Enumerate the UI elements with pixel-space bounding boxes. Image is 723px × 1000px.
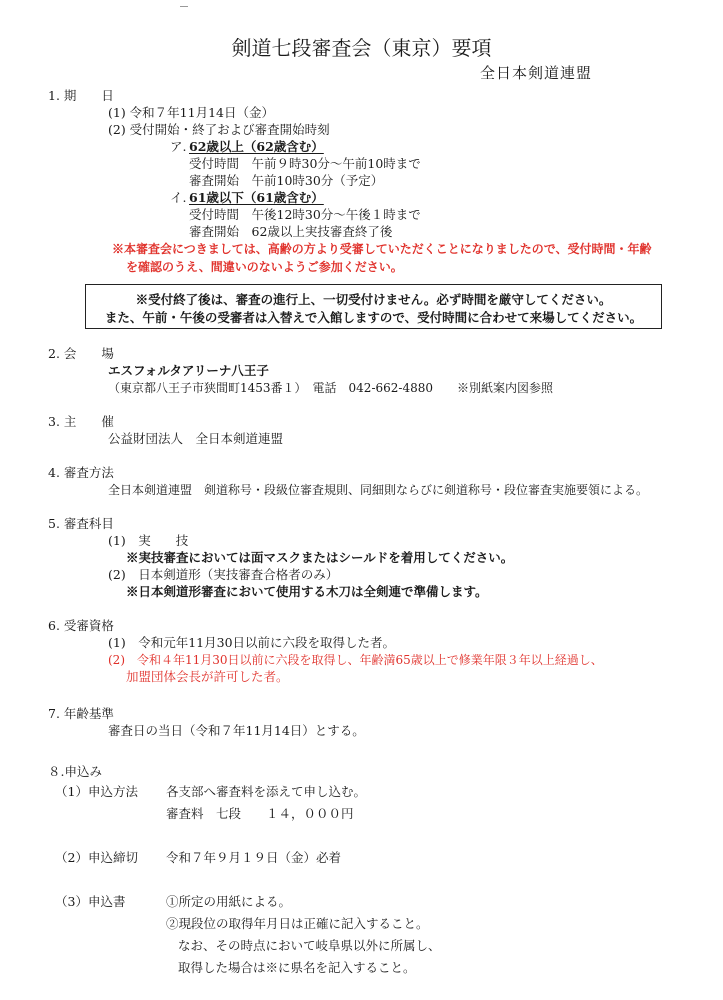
deadline-label: （2）申込締切 bbox=[55, 850, 138, 865]
group-a-title: 62歳以上（62歳含む） bbox=[189, 139, 324, 154]
eligibility-2-line2: 加盟団体会長が許可した者。 bbox=[126, 669, 289, 684]
notice-red-line2: を確認のうえ、間違いのないようご参加ください。 bbox=[126, 260, 403, 274]
examination-fee: 審査料 七段 １４，０００円 bbox=[166, 806, 354, 821]
practical-mask-note: ※実技審査においては面マスクまたはシールドを着用してください。 bbox=[126, 550, 514, 565]
notice-red-line1: ※本審査会につきましては、高齢の方より受審していただくことになりましたので、受付時間・年齢 bbox=[112, 242, 652, 256]
group-i-reception: 受付時間 午後12時30分～午後１時まで bbox=[189, 207, 421, 222]
form-note-3: なお、その時点において岐阜県以外に所属し、 bbox=[178, 938, 441, 953]
section-8-heading: ８.申込み bbox=[48, 764, 102, 779]
section-2-heading: 2. 会 場 bbox=[48, 346, 114, 361]
eligibility-2-line1: (2) 令和４年11月30日以前に六段を取得し、年齢満65歳以上で修業年限３年以上経過し、 bbox=[108, 653, 603, 667]
group-i-start: 審査開始 62歳以上実技審査終了後 bbox=[189, 224, 393, 239]
section-4-heading: 4. 審査方法 bbox=[48, 465, 114, 480]
document-title: 剣道七段審査会（東京）要項 bbox=[231, 36, 492, 60]
venue-name: エスフォルタアリーナ八王子 bbox=[108, 363, 269, 378]
section-1-heading: 1. 期 日 bbox=[48, 88, 114, 103]
group-i-label: イ. bbox=[170, 190, 187, 205]
application-form-label: （3）申込書 bbox=[55, 894, 126, 909]
deadline-text: 令和７年９月１９日（金）必着 bbox=[166, 850, 342, 865]
section-7-heading: 7. 年齢基準 bbox=[48, 706, 114, 721]
application-method-label: （1）申込方法 bbox=[55, 784, 138, 799]
organizer-name: 公益財団法人 全日本剣道連盟 bbox=[108, 431, 284, 446]
times-item: (2) 受付開始・終了および審査開始時刻 bbox=[108, 122, 330, 137]
venue-address: （東京都八王子市狭間町1453番１） 電話 042-662-4880 ※別紙案内図参照 bbox=[108, 381, 553, 395]
group-a-label: ア. bbox=[170, 139, 187, 154]
organization-name: 全日本剣道連盟 bbox=[480, 64, 593, 82]
section-5-heading: 5. 審査科目 bbox=[48, 516, 114, 531]
group-a-start: 審査開始 午前10時30分（予定） bbox=[189, 173, 384, 188]
subject-kata: (2) 日本剣道形（実技審査合格者のみ） bbox=[108, 567, 339, 582]
form-note-1: ①所定の用紙による。 bbox=[166, 894, 292, 909]
date-item: (1) 令和７年11月14日（金） bbox=[108, 105, 274, 120]
group-a-reception: 受付時間 午前９時30分～午前10時まで bbox=[189, 156, 421, 171]
application-method-text: 各支部へ審査料を添えて申し込む。 bbox=[166, 784, 367, 799]
group-i-title: 61歳以下（61歳含む） bbox=[189, 190, 324, 205]
kata-bokuto-note: ※日本剣道形審査において使用する木刀は全剣連で準備します。 bbox=[126, 584, 488, 599]
notice-box-line1: ※受付終了後は、審査の進行上、一切受付けません。必ず時間を厳守してください。 bbox=[135, 292, 612, 307]
section-3-heading: 3. 主 催 bbox=[48, 414, 114, 429]
section-6-heading: 6. 受審資格 bbox=[48, 618, 114, 633]
form-note-4: 取得した場合は※に県名を記入すること。 bbox=[178, 960, 416, 975]
notice-box-line2: また、午前・午後の受審者は入替えで入館しますので、受付時間に合わせて来場してください。 bbox=[104, 310, 643, 325]
scan-mark bbox=[180, 0, 188, 7]
notice-box bbox=[85, 284, 662, 329]
age-standard-text: 審査日の当日（令和７年11月14日）とする。 bbox=[108, 723, 365, 738]
eligibility-1: (1) 令和元年11月30日以前に六段を取得した者。 bbox=[108, 635, 396, 650]
examination-method-text: 全日本剣道連盟 剣道称号・段級位審査規則、同細則ならびに剣道称号・段位審査実施要領による。 bbox=[108, 483, 649, 497]
form-note-2: ②現段位の取得年月日は正確に記入すること。 bbox=[166, 916, 429, 931]
subject-practical: (1) 実 技 bbox=[108, 533, 189, 548]
